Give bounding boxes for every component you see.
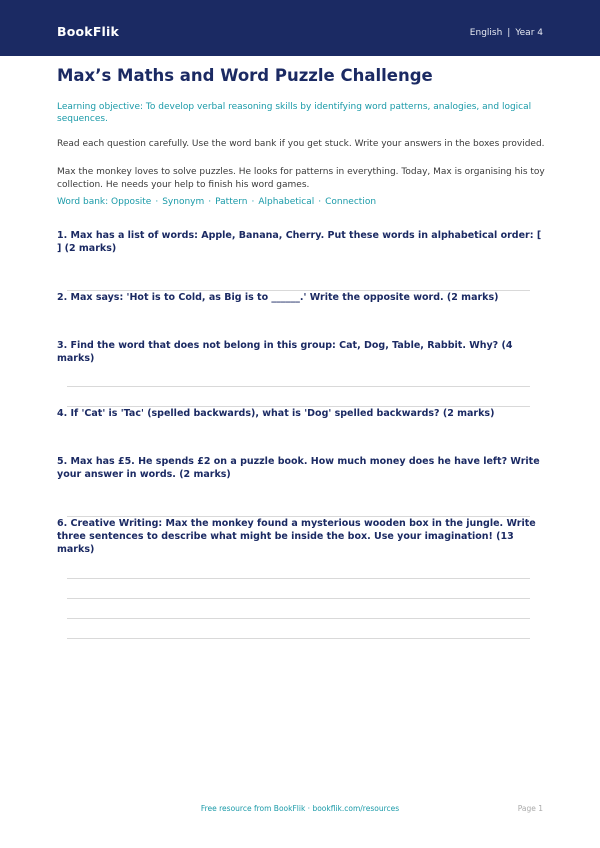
- question-4: 4. If 'Cat' is 'Tac' (spelled backwards), what is 'Dog' spelled backwards? (2 marks): [57, 408, 495, 419]
- word-bank: [57, 197, 376, 207]
- brand-logo: BookFlik: [57, 24, 120, 39]
- story-paragraph: Max the monkey loves to solve puzzles. He looks for patterns in everything. Today, Max is organising his toy collection. He needs your help to finish his word games.: [57, 167, 545, 190]
- question-3: 3. Find the word that does not belong in this group: Cat, Dog, Table, Rabbit. Why? (4 marks): [57, 340, 513, 364]
- question-2: 2. Max says: 'Hot is to Cold, as Big is to ______.' Write the opposite word. (2 marks): [57, 292, 499, 303]
- word-bank-word: Alphabetical: [258, 197, 315, 207]
- header-meta: [470, 28, 543, 38]
- learning-objective: Learning objective: To develop verbal reasoning skills by identifying word patterns, analogies, and logical sequences.: [57, 102, 532, 124]
- answer-line[interactable]: [67, 618, 530, 619]
- page-number: Page 1: [517, 804, 543, 813]
- word-bank-label: Word bank:: [57, 197, 109, 207]
- word-bank-word: Pattern: [215, 197, 248, 207]
- word-bank-separator: ·: [318, 197, 322, 207]
- page-header: [0, 0, 600, 56]
- answer-line[interactable]: [67, 598, 530, 599]
- question-6: 6. Creative Writing: Max the monkey found a mysterious wooden box in the jungle. Write three sentences to describe what might be inside the box. Use your imagination! (13 marks): [57, 518, 536, 555]
- meta-separator: |: [507, 28, 511, 38]
- footer-link[interactable]: Free resource from BookFlik · bookflik.com/resources: [200, 804, 400, 813]
- word-bank-separator: ·: [251, 197, 255, 207]
- word-bank-separator: ·: [208, 197, 212, 207]
- word-bank-word: Opposite: [111, 197, 152, 207]
- worksheet-title: Max’s Maths and Word Puzzle Challenge: [57, 66, 433, 85]
- word-bank-separator: ·: [155, 197, 159, 207]
- answer-line[interactable]: [67, 638, 530, 639]
- question-1: 1. Max has a list of words: Apple, Banana, Cherry. Put these words in alphabetical order: [ ] (2 marks): [57, 230, 542, 254]
- word-bank-word: Synonym: [162, 197, 205, 207]
- question-5: 5. Max has £5. He spends £2 on a puzzle book. How much money does he have left? Write your answer in words. (2 marks): [57, 456, 540, 480]
- answer-line[interactable]: [67, 386, 530, 387]
- word-bank-word: Connection: [325, 197, 377, 207]
- answer-line[interactable]: [67, 578, 530, 579]
- year-label: Year 4: [515, 28, 543, 38]
- subject-label: English: [469, 28, 503, 38]
- instructions-paragraph: Read each question carefully. Use the word bank if you get stuck. Write your answers in the boxes provided.: [57, 139, 545, 149]
